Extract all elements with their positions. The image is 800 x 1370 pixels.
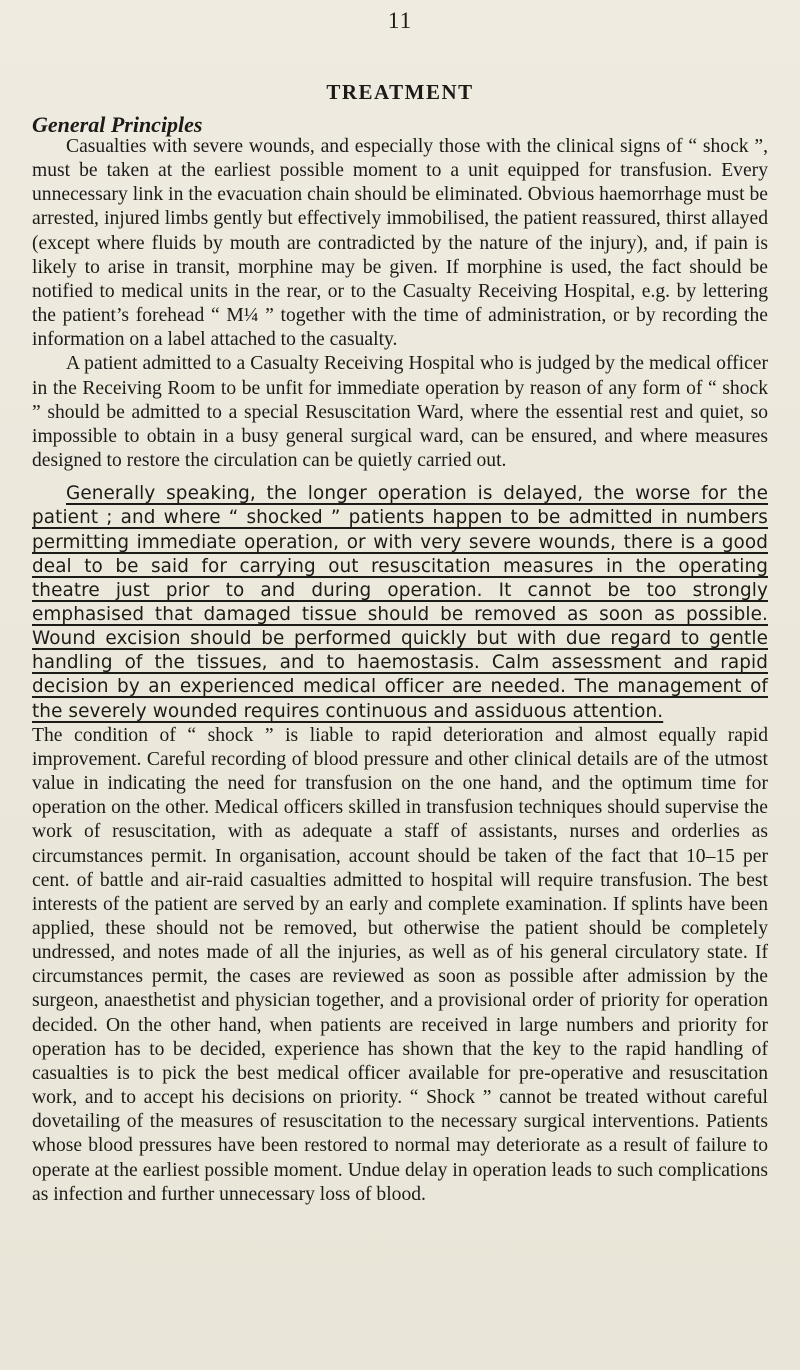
section-title: TREATMENT	[326, 80, 474, 104]
paragraph: Casualties with severe wounds, and especially those with the clinical signs of “ shock ”, must be taken at the earliest possible moment to a unit equipped for transfusion. Every unnecessary link in the evacuation chain should be eliminated. Obvious haemorrhage must be arrested, injured limbs gently but effectively immobilised, the patient reassured, thirst allayed (except where fluids by mouth are contradicted by the nature of the injury), and, if pain is likely to arise in transit, morphine may be given. If morphine is used, the fact should be notified to medical units in the rear, or to the Casualty Receiving Hospital, e.g. by lettering the patient’s forehead “ M¼ ” together with the time of administration, or by recording the information on a label attached to the casualty.	[32, 136, 768, 351]
paragraph: Generally speaking, the longer operation is delayed, the worse for the patient ; and where “ shocked ” patients happen to be admitted in numbers permitting immediate operation, or with very severe wounds, there is a good deal to be said for carrying out resuscitation measures in the operating theatre just prior to and during operation. It cannot be too strongly emphasised that damaged tissue should be removed as soon as possible. Wound excision should be performed quickly but with due regard to gentle handling of the tissues, and to haemostasis. Calm assessment and rapid decision by an experienced medical officer are needed. The management of the severely wounded requires continuous and assiduous attention.	[32, 483, 768, 722]
page-number: 11	[387, 8, 413, 33]
body-text	[32, 135, 768, 1207]
paragraph: A patient admitted to a Casualty Receiving Hospital who is judged by the medical officer in the Receiving Room to be unfit for immediate operation by reason of any form of “ shock ” should be admitted to a special Resuscitation Ward, where the essential rest and quiet, so impossible to obtain in a busy general surgical ward, can be ensured, and where measures designed to restore the circulation can be quietly carried out.	[32, 353, 768, 472]
paragraph: The condition of “ shock ” is liable to rapid deterioration and almost equally rapid improvement. Careful recording of blood pressure and other clinical details are of the utmost value in indicating the need for transfusion on the one hand, and the optimum time for operation on the other. Medical officers skilled in transfusion techniques should supervise the work of resuscitation, with as adequate a staff of assistants, nurses and orderlies as circumstances permit. In organisation, account should be taken of the fact that 10–15 per cent. of battle and air-raid casualties admitted to hospital will require transfusion. The best interests of the patient are served by an early and complete examination. If splints have been applied, these should not be removed, but otherwise the patient should be completely undressed, and notes made of all the injuries, as well as of his general circulatory state. If circumstances permit, the cases are reviewed as soon as possible after admission by the surgeon, anaesthetist and physician together, and a provisional order of priority for operation decided. On the other hand, when patients are received in large numbers and priority for operation has to be decided, experience has shown that the key to the rapid handling of casualties is to pick the best medical officer available for pre-operative and resuscitation work, and to accept his decisions on priority. “ Shock ” cannot be treated without careful dovetailing of the measures of resuscitation to the necessary surgical interventions. Patients whose blood pressures have been restored to normal may deteriorate as a result of failure to operate at the earliest possible moment. Undue delay in operation leads to such complications as infection and further unnecessary loss of blood.	[32, 724, 768, 1205]
section-subtitle: General Principles	[32, 112, 203, 137]
